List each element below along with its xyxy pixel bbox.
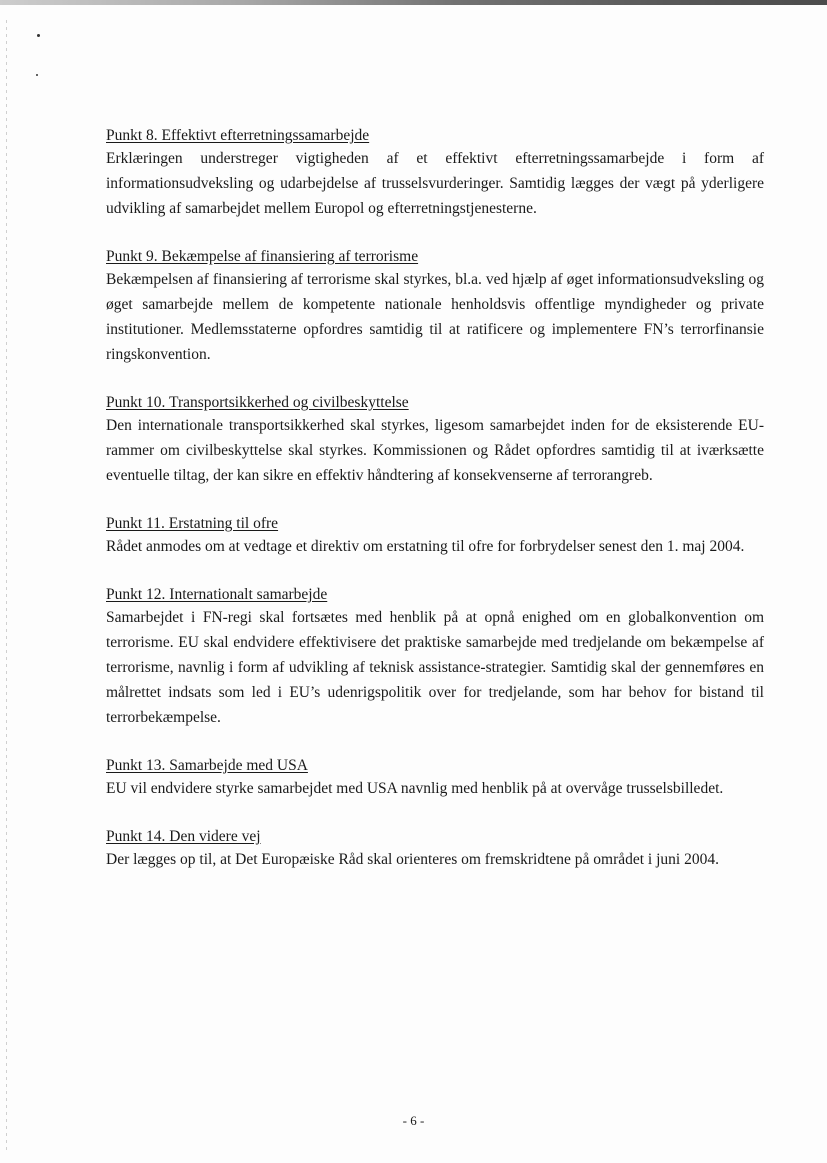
section-heading: Punkt 10. Transportsikkerhed og civilbeskyttelse — [106, 394, 409, 411]
document-body — [106, 126, 764, 898]
section-text: Samarbejdet i FN-regi skal fortsætes med henblik på at opnå enighed om en globalkonvention om terrorisme. EU skal endvidere effektivisere det praktiske samarbejde med tredjelande om bekæmpelse af terrorisme, navnlig i form af udvikling af teknisk assistance-strategier. Samtidig skal der gennemføres en målrettet indsats som led i EU’s udenrigspolitik over for tredjelande, som har behov for bistand til terrorbekæmpelse. — [106, 609, 764, 726]
scan-edge-left — [6, 20, 7, 1150]
section-punkt-11 — [106, 514, 764, 559]
section-text: Bekæmpelsen af finansiering af terrorisme skal styrkes, bl.a. ved hjælp af øget informationsudveksling og øget samarbejde mellem de kompetente nationale henholdsvis offentlige myndigheder og private institutioner. Medlemsstaterne opfordres samtidig til at ratificere og implementere FN’s terrorfinansie ringskonvention. — [106, 271, 764, 363]
section-heading: Punkt 12. Internationalt samarbejde — [106, 586, 328, 603]
section-text: EU vil endvidere styrke samarbejdet med USA navnlig med henblik på at overvåge trusselsbilledet. — [106, 780, 724, 797]
section-heading: Punkt 14. Den videre vej — [106, 828, 261, 845]
section-punkt-14 — [106, 827, 764, 872]
section-punkt-8 — [106, 126, 764, 221]
section-text: Den internationale transportsikkerhed skal styrkes, ligesom samarbejdet inden for de eksisterende EU-rammer om civilbeskyttelse skal styrkes. Kommissionen og Rådet opfordres samtidig til at iværksætte eventuelle tiltag, der kan sikre en effektiv håndtering af konsekvenserne af terrorangreb. — [106, 417, 764, 484]
section-text: Der lægges op til, at Det Europæiske Råd skal orienteres om fremskridtene på området i juni 2004. — [106, 851, 719, 868]
section-punkt-10 — [106, 393, 764, 488]
section-punkt-13 — [106, 756, 764, 801]
section-heading: Punkt 11. Erstatning til ofre — [106, 515, 279, 532]
page-number: - 6 - — [402, 1113, 425, 1128]
scan-speck — [37, 34, 40, 37]
scan-edge-top — [0, 0, 827, 5]
section-punkt-12 — [106, 585, 764, 730]
section-heading: Punkt 13. Samarbejde med USA — [106, 757, 308, 774]
section-heading: Punkt 9. Bekæmpelse af finansiering af terrorisme — [106, 248, 419, 265]
section-heading: Punkt 8. Effektivt efterretningssamarbejde — [106, 127, 370, 144]
section-text: Rådet anmodes om at vedtage et direktiv om erstatning til ofre for forbrydelser senest den 1. maj 2004. — [106, 538, 745, 555]
section-punkt-9 — [106, 247, 764, 367]
section-text: Erklæringen understreger vigtigheden af et effektivt efterretningssamarbejde i form af informationsudveksling og udarbejdelse af trusselsvurderinger. Samtidig lægges der vægt på yderligere udvikling af samarbejdet mellem Europol og efterretningstjenesterne. — [106, 150, 764, 217]
scan-speck — [36, 74, 38, 76]
